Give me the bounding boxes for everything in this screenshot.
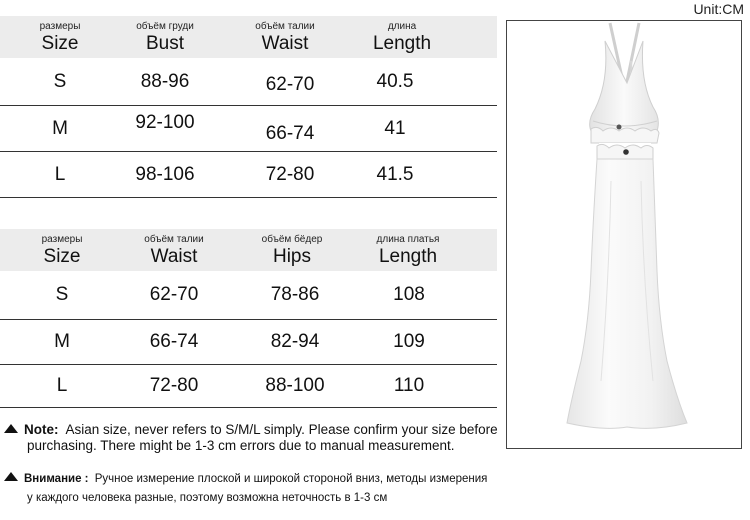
table-header [0,16,497,58]
size-cell: S [55,284,69,305]
header-length [358,234,458,267]
length-cell: 108 [393,284,425,305]
header-waist [124,234,224,267]
header-label-en: Bust [145,33,185,54]
header-length [352,21,452,54]
product-image [506,20,742,449]
header-label-ru: объём талии [255,21,315,32]
header-label-en: Length [378,246,438,267]
note-russian [4,470,514,508]
header-label-ru: размеры [39,21,81,32]
hips-cell: 88-100 [265,375,325,396]
table-row [0,365,497,408]
header-label-ru: объём груди [136,21,194,32]
header-label-en: Size [43,246,81,267]
bust-cell: 98-106 [135,163,195,185]
header-label-en: Size [41,33,79,54]
white-halter-top-and-mermaid-skirt-icon [507,21,741,448]
warning-triangle-icon [4,424,18,433]
table-row [0,152,497,198]
waist-cell: 62-70 [265,74,315,95]
header-hips [242,234,342,267]
header-label-en: Waist [150,246,198,267]
size-table-top [0,16,497,198]
size-table-bottom [0,229,497,408]
table-row [0,320,497,365]
size-cell: M [52,117,68,139]
size-cell: L [56,375,68,396]
waist-cell: 72-80 [265,163,315,185]
header-size [20,21,100,54]
table-row [0,106,497,152]
size-cell: L [54,163,66,185]
length-cell: 41.5 [376,163,414,185]
hips-cell: 82-94 [270,331,320,352]
header-waist [235,21,335,54]
table-row [0,271,497,320]
note-label: Внимание : [24,473,89,485]
length-cell: 109 [393,331,425,352]
warning-triangle-icon [4,472,18,481]
length-cell: 41 [384,117,406,139]
header-label-ru: длина платья [376,234,440,245]
bust-cell: 92-100 [135,112,195,133]
note-line-1: Asian size, never refers to S/M/L simply. Please confirm your size before [65,422,498,437]
note-line-1: Ручное измерение плоской и широкой стороной вниз, методы измерения [94,473,488,485]
header-label-en: Hips [272,246,311,267]
note-label: Note: [24,422,59,437]
header-label-ru: объём бёдер [261,234,323,245]
header-label-ru: объём талии [144,234,204,245]
length-cell: 110 [393,375,425,396]
length-cell: 40.5 [376,70,414,92]
table-header [0,229,497,271]
size-cell: S [53,70,67,92]
waist-cell: 72-80 [149,375,199,396]
size-cell: M [54,331,70,352]
waist-cell: 62-70 [149,284,199,305]
note-line-2: у каждого человека разные, поэтому возможна неточность в 1-3 см [27,492,388,504]
note-line-2: purchasing. There might be 1-3 cm errors due to manual measurement. [27,438,455,453]
header-size [22,234,102,267]
header-label-ru: длина [387,21,417,32]
note-english [4,422,514,454]
hips-cell: 78-86 [270,284,320,305]
header-label-en: Waist [261,33,309,54]
waist-cell: 66-74 [149,331,199,352]
bust-cell: 88-96 [140,70,190,92]
waist-cell: 66-74 [265,123,315,144]
header-bust [115,21,215,54]
header-label-en: Length [372,33,432,54]
unit-label: Unit:CM [693,1,744,17]
header-label-ru: размеры [41,234,83,245]
table-row [0,58,497,106]
